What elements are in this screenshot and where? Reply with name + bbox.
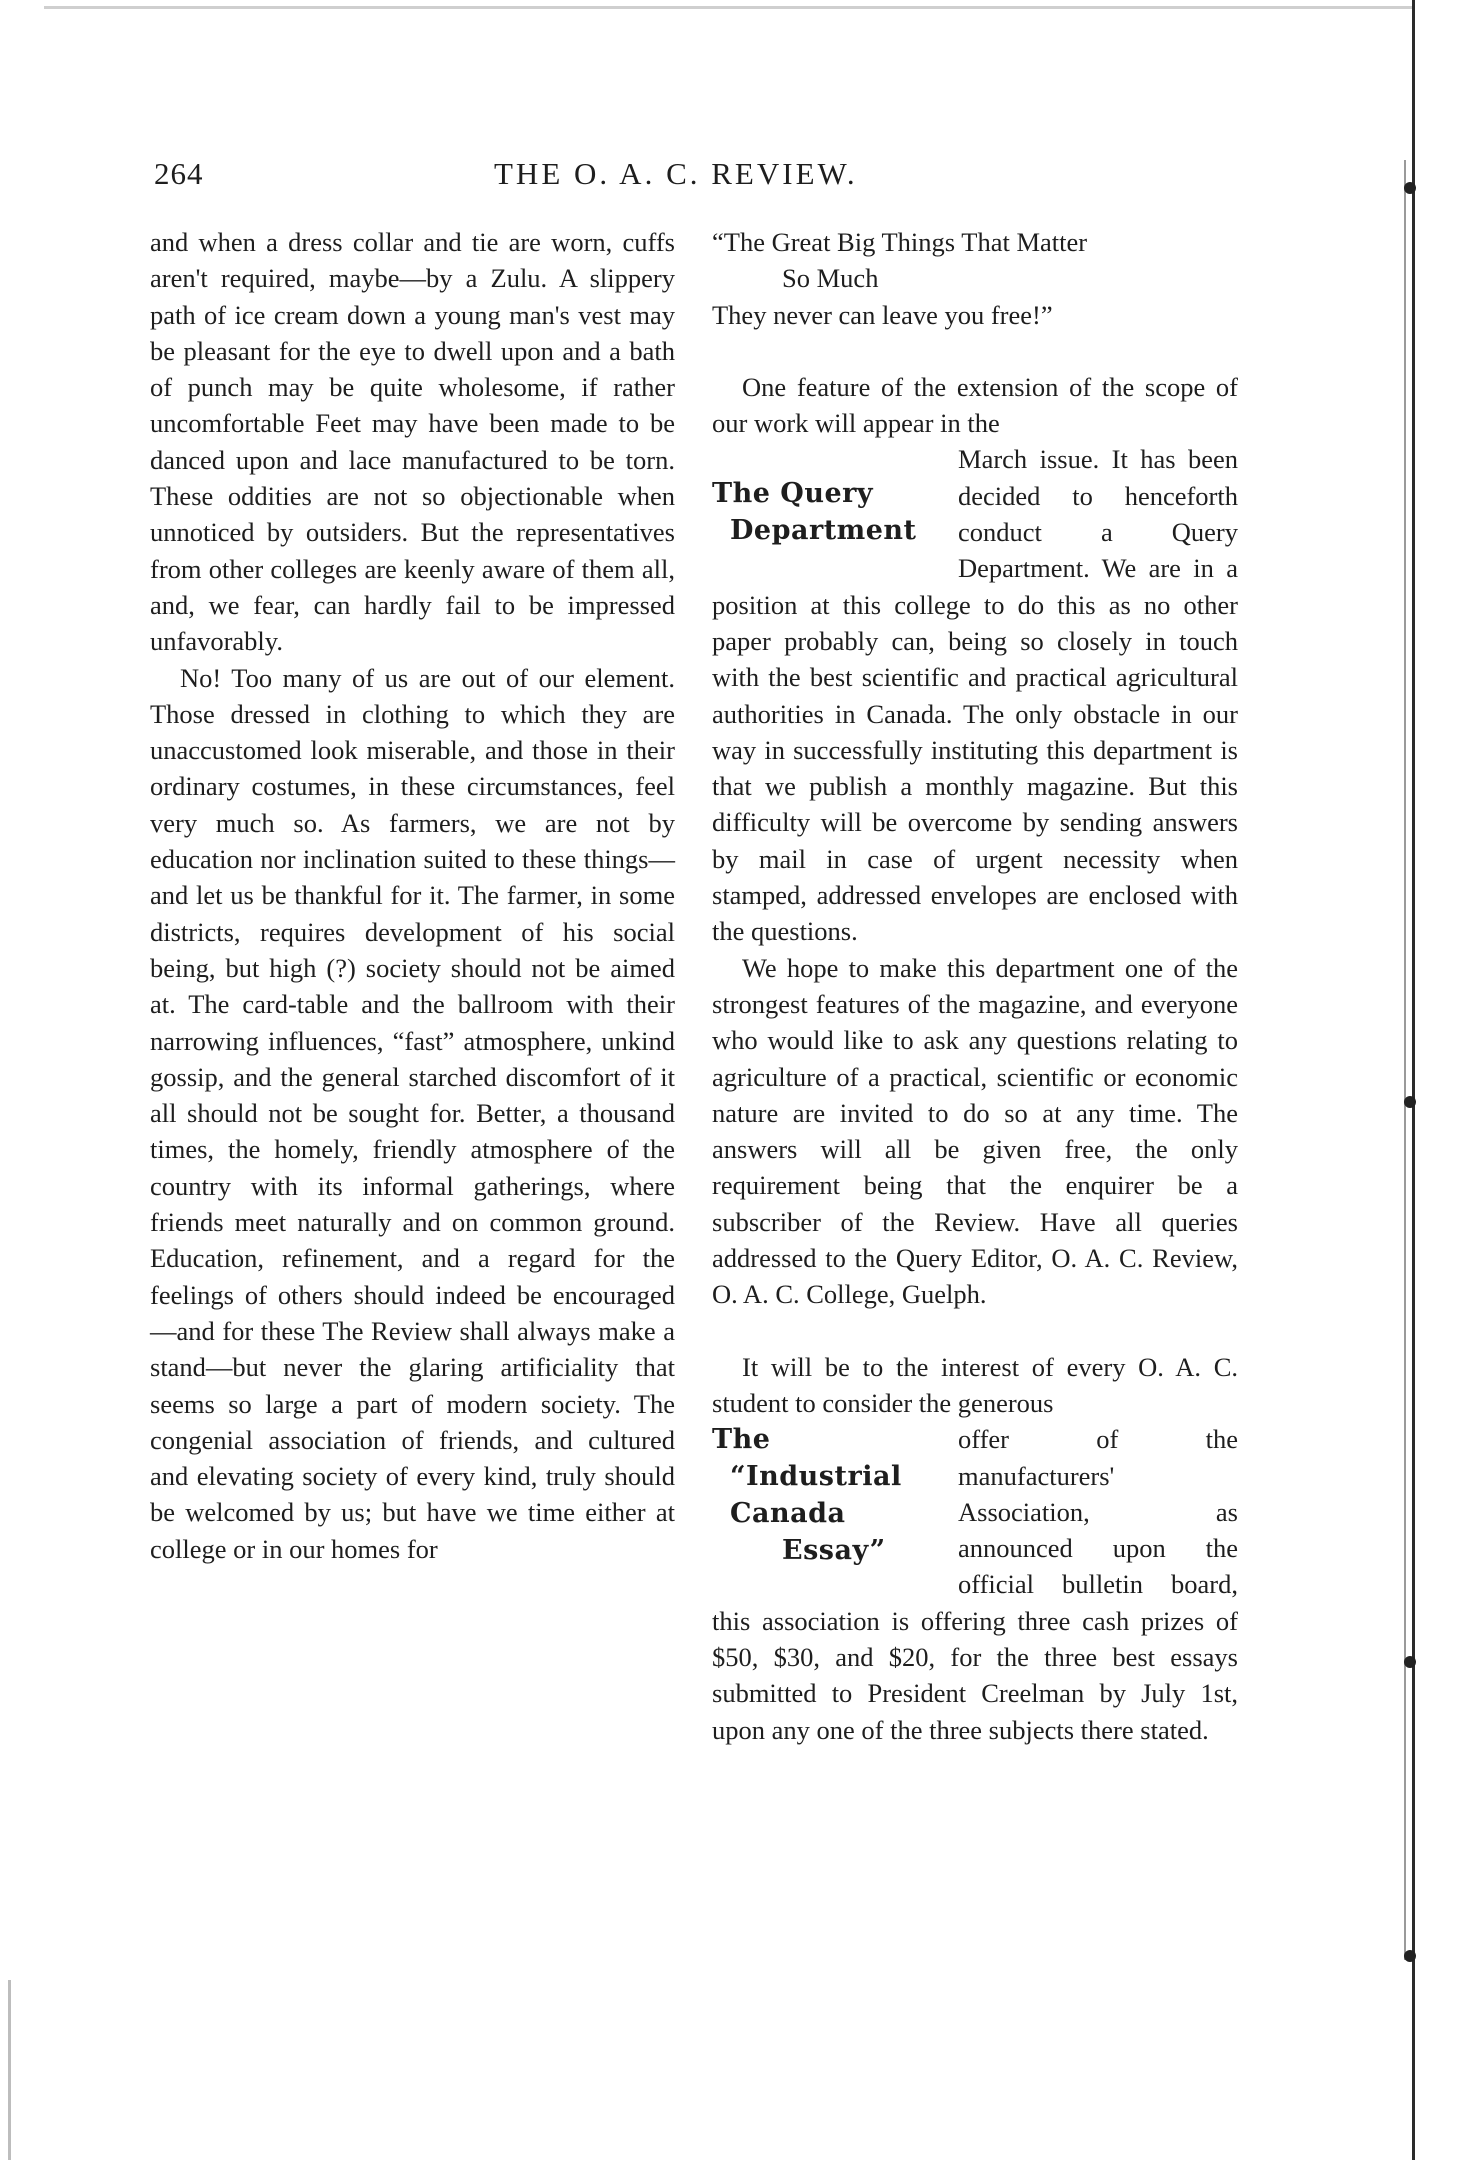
essay-intro: It will be to the interest of every O. A. C. student to consider the generous: [712, 1351, 1238, 1418]
page-edge-left: [8, 1980, 11, 2160]
left-column: [150, 224, 675, 1567]
query-paragraph-2: We hope to make this department one of the strongest features of the magazine, and everyone who would like to ask any questions relating to agriculture of a practical, scientific or economic nature are invited to do so at any time. The answers will all be given free, the only requirement being that the enquirer be a subscriber of the Review. Have all queries addressed to the Query Editor, O. A. C. Review, O. A. C. College, Guelph.: [712, 952, 1238, 1310]
query-heading-line-1: The Query: [712, 478, 874, 510]
page-header: [154, 156, 1244, 196]
essay-heading-line-1: The: [712, 1424, 771, 1456]
binding-mark: [1404, 1096, 1416, 1108]
binding-mark: [1404, 1656, 1416, 1668]
essay-body: offer of the manufacturers' Association, as announced upon the official bulletin board, this association is offering three cash prizes of $50, $30, and $20, for the three best essays submitted to President Creelman by July 1st, upon any one of the three subjects there stated.: [712, 1424, 1238, 1745]
section-gap: [712, 1313, 1238, 1349]
verse-line-1: “The Great Big Things That Matter: [712, 227, 1088, 257]
industrial-canada-essay-heading: [712, 1421, 944, 1569]
verse-line-3: They never can leave you free!”: [712, 299, 1053, 330]
page-edge-top: [44, 6, 1414, 9]
running-title: THE O. A. C. REVIEW.: [494, 156, 858, 191]
page-edge-right: [1412, 0, 1415, 2160]
binding-mark: [1404, 182, 1416, 194]
page-edge-shadow: [1404, 160, 1406, 1960]
query-body: March issue. It has been decided to henceforth conduct a Query Department. We are in a position at this college to do this as no other paper probably can, being so closely in touch with the best scientific and practical agricultural authorities in Canada. The only obstacle in our way in successfully instituting this department is that we publish a monthly magazine. But this difficulty will be overcome by sending answers by mail in case of urgent necessity when stamped, addressed envelopes are enclosed with the questions.: [712, 444, 1238, 947]
essay-heading-line-3: Canada: [730, 1498, 846, 1530]
essay-heading-line-4: Essay”: [782, 1535, 886, 1567]
verse-line-2: So Much: [782, 263, 879, 294]
query-intro: One feature of the extension of the scope of our work will appear in the: [712, 371, 1238, 439]
query-department-heading: [712, 475, 944, 549]
essay-heading-line-2: “Industrial: [730, 1461, 902, 1493]
section-gap: [712, 333, 1238, 369]
binding-mark: [1404, 1950, 1416, 1962]
right-column: [712, 224, 1238, 1748]
left-paragraph-1: and when a dress collar and tie are worn, cuffs aren't required, maybe—by a Zulu. A slippery path of ice cream down a young man's vest may be pleasant for the eye to dwell upon and a bath of punch may be quite wholesome, if rather uncomfortable Feet may have been made to be danced upon and lace manufactured to be torn. These oddities are not so objectionable when unnoticed by outsiders. But the representatives from other colleges are keenly aware of them all, and, we fear, can hardly fail to be impressed unfavorably.: [150, 227, 675, 657]
page-number: 264: [154, 156, 204, 191]
left-paragraph-2: No! Too many of us are out of our element. Those dressed in clothing to which they are unaccustomed look miserable, and those in their ordinary costumes, in these circumstances, feel very much so. As farmers, we are not by education nor inclination suited to these things—and let us be thankful for it. The farmer, in some districts, requires development of his social being, but high (?) society should not be aimed at. The card-table and the ballroom with their narrowing influences, “fast” atmosphere, unkind gossip, and the general starched discomfort of it all should not be sought for. Better, a thousand times, the homely, friendly atmosphere of the country with its informal gatherings, where friends meet naturally and on common ground. Education, refinement, and a regard for the feelings of others should indeed be encouraged—and for these The Review shall always make a stand—but never the glaring artificiality that seems so large a part of modern society. The congenial association of friends, and cultured and elevating society of every kind, truly should be welcomed by us; but have we time either at college or in our homes for: [150, 662, 675, 1564]
query-heading-line-2: Department: [730, 515, 917, 547]
